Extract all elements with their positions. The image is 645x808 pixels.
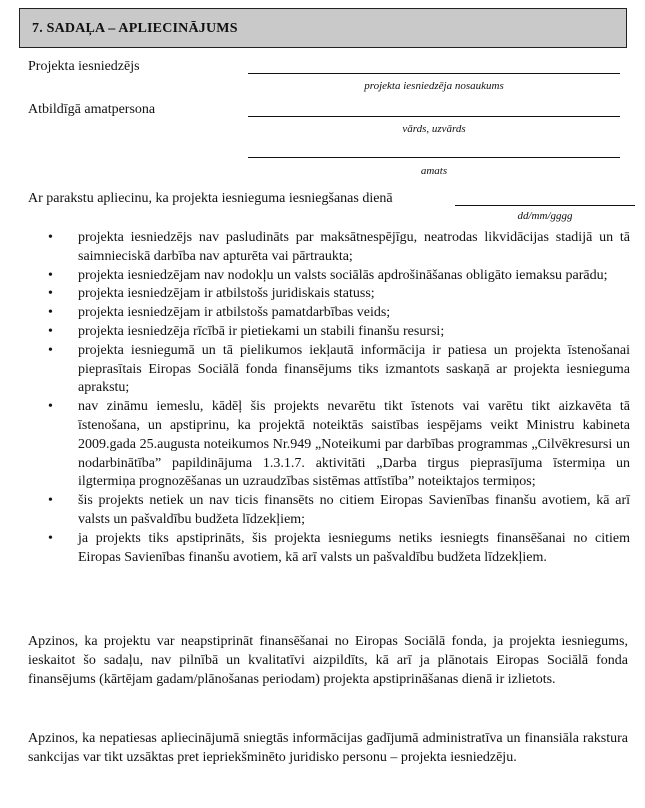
list-item	[40, 285, 630, 304]
list-item-text: nav zināmu iemeslu, kādēļ šis projekts nevarētu tikt īstenots vai varētu tikt aizkavēta tā īstenošana, un apstiprinu, ka projektā noteiktās saistības iespējams veikt Ministru kabineta 2009.gada 25.augusta noteikumos Nr.949 „Noteikumi par darbības programmas „Cilvēkresursi un nodarbinātība” papildinājuma 1.3.1.7. aktivitāti „Darba tirgus pieprasījuma īstermiņa un ilgtermiņa prognozēšanas un uzraudzības sistēmas attīstība” noteiktajos termiņos;	[78, 399, 630, 490]
section-title: 7. SADAĻA – APLIECINĀJUMS	[32, 21, 238, 36]
bullet-icon: •	[48, 286, 53, 302]
list-item-text: ja projekts tiks apstiprināts, šis projekta iesniegums netiks iesniegts finansēšanai no citiem Eiropas Savienības finanšu avotiem, kā arī valsts un pašvaldību budžeta līdzekļiem.	[78, 530, 630, 565]
bullet-icon: •	[48, 493, 53, 509]
date-statement-label: Ar parakstu apliecinu, ka projekta iesnieguma iesniegšanas dienā	[28, 191, 393, 206]
list-item-text: projekta iesniegumā un tā pielikumos iekļautā informācija ir patiesa un projekta īstenošanai pieprasītais Eiropas Sociālā fonda finansējums tiks izmantots saskaņā ar projekta iesnieguma aprakstu;	[78, 342, 630, 396]
applicant-label: Projekta iesniedzējs	[28, 59, 140, 74]
list-item	[40, 267, 630, 286]
list-item-text: projekta iesniedzēja rīcībā ir pietiekami un stabili finanšu resursi;	[78, 323, 445, 339]
date-line[interactable]	[455, 205, 635, 206]
list-item	[40, 530, 630, 568]
list-item-text: projekta iesniedzējam ir atbilstošs juridiskais statuss;	[78, 286, 375, 302]
bullet-icon: •	[48, 305, 53, 321]
bullet-icon: •	[48, 323, 53, 339]
bullet-icon: •	[48, 230, 53, 245]
bullet-icon: •	[48, 530, 53, 546]
bullet-icon: •	[48, 267, 53, 283]
official-label: Atbildīgā amatpersona	[28, 102, 156, 117]
list-item-text: šis projekts netiek un nav ticis finansēts no citiem Eiropas Savienības finanšu avotiem, kā arī valsts un pašvaldību budžeta līdzekļiem;	[78, 493, 630, 527]
paragraph-funding-notice: Apzinos, ka projektu var neapstiprināt finansēšanai no Eiropas Sociālā fonda, ja projekta iesniegums, ieskaitot šo sadaļu, nav pilnībā un kvalitatīvi aizpildīts, kā arī ja plānotais Eiropas Sociālā fonda finansējums (kārtējam gadam/plānošanas periodam) projekta apstiprināšanas dienā ir izlietots.	[28, 634, 628, 688]
applicant-caption: projekta iesniedzēja nosaukums	[364, 80, 504, 92]
bullet-icon: •	[48, 342, 53, 358]
list-item	[40, 398, 630, 492]
section-header	[19, 8, 627, 48]
list-item	[40, 342, 630, 398]
official-position-line[interactable]	[248, 157, 620, 158]
list-item	[40, 304, 630, 323]
list-item-text: projekta iesniedzējam ir atbilstošs pamatdarbības veids;	[78, 305, 391, 321]
applicant-signature-line[interactable]	[248, 73, 620, 74]
date-caption: dd/mm/gggg	[517, 210, 573, 222]
declaration-list	[40, 229, 630, 567]
official-name-line[interactable]	[248, 116, 620, 117]
list-item-text: projekta iesniedzējam nav nodokļu un valsts sociālās apdrošināšanas obligāto iemaksu parādu;	[78, 267, 608, 283]
list-item	[40, 492, 630, 530]
bullet-icon: •	[48, 399, 53, 415]
list-item	[40, 323, 630, 342]
list-item-text: projekta iesniedzējs nav pasludināts par maksātnespējīgu, neatrodas likvidācijas stadijā un tā saimnieciskā darbība nav apturēta vai pārtraukta;	[78, 230, 630, 264]
paragraph-sanctions-notice: Apzinos, ka nepatiesas apliecinājumā sniegtās informācijas gadījumā administratīva un finansiāla rakstura sankcijas var tikt uzsāktas pret iepriekšminēto juridisko personu – projekta iesniedzēju.	[28, 731, 628, 766]
official-name-caption: vārds, uzvārds	[402, 123, 466, 135]
list-item	[40, 229, 630, 267]
official-position-caption: amats	[420, 165, 448, 177]
